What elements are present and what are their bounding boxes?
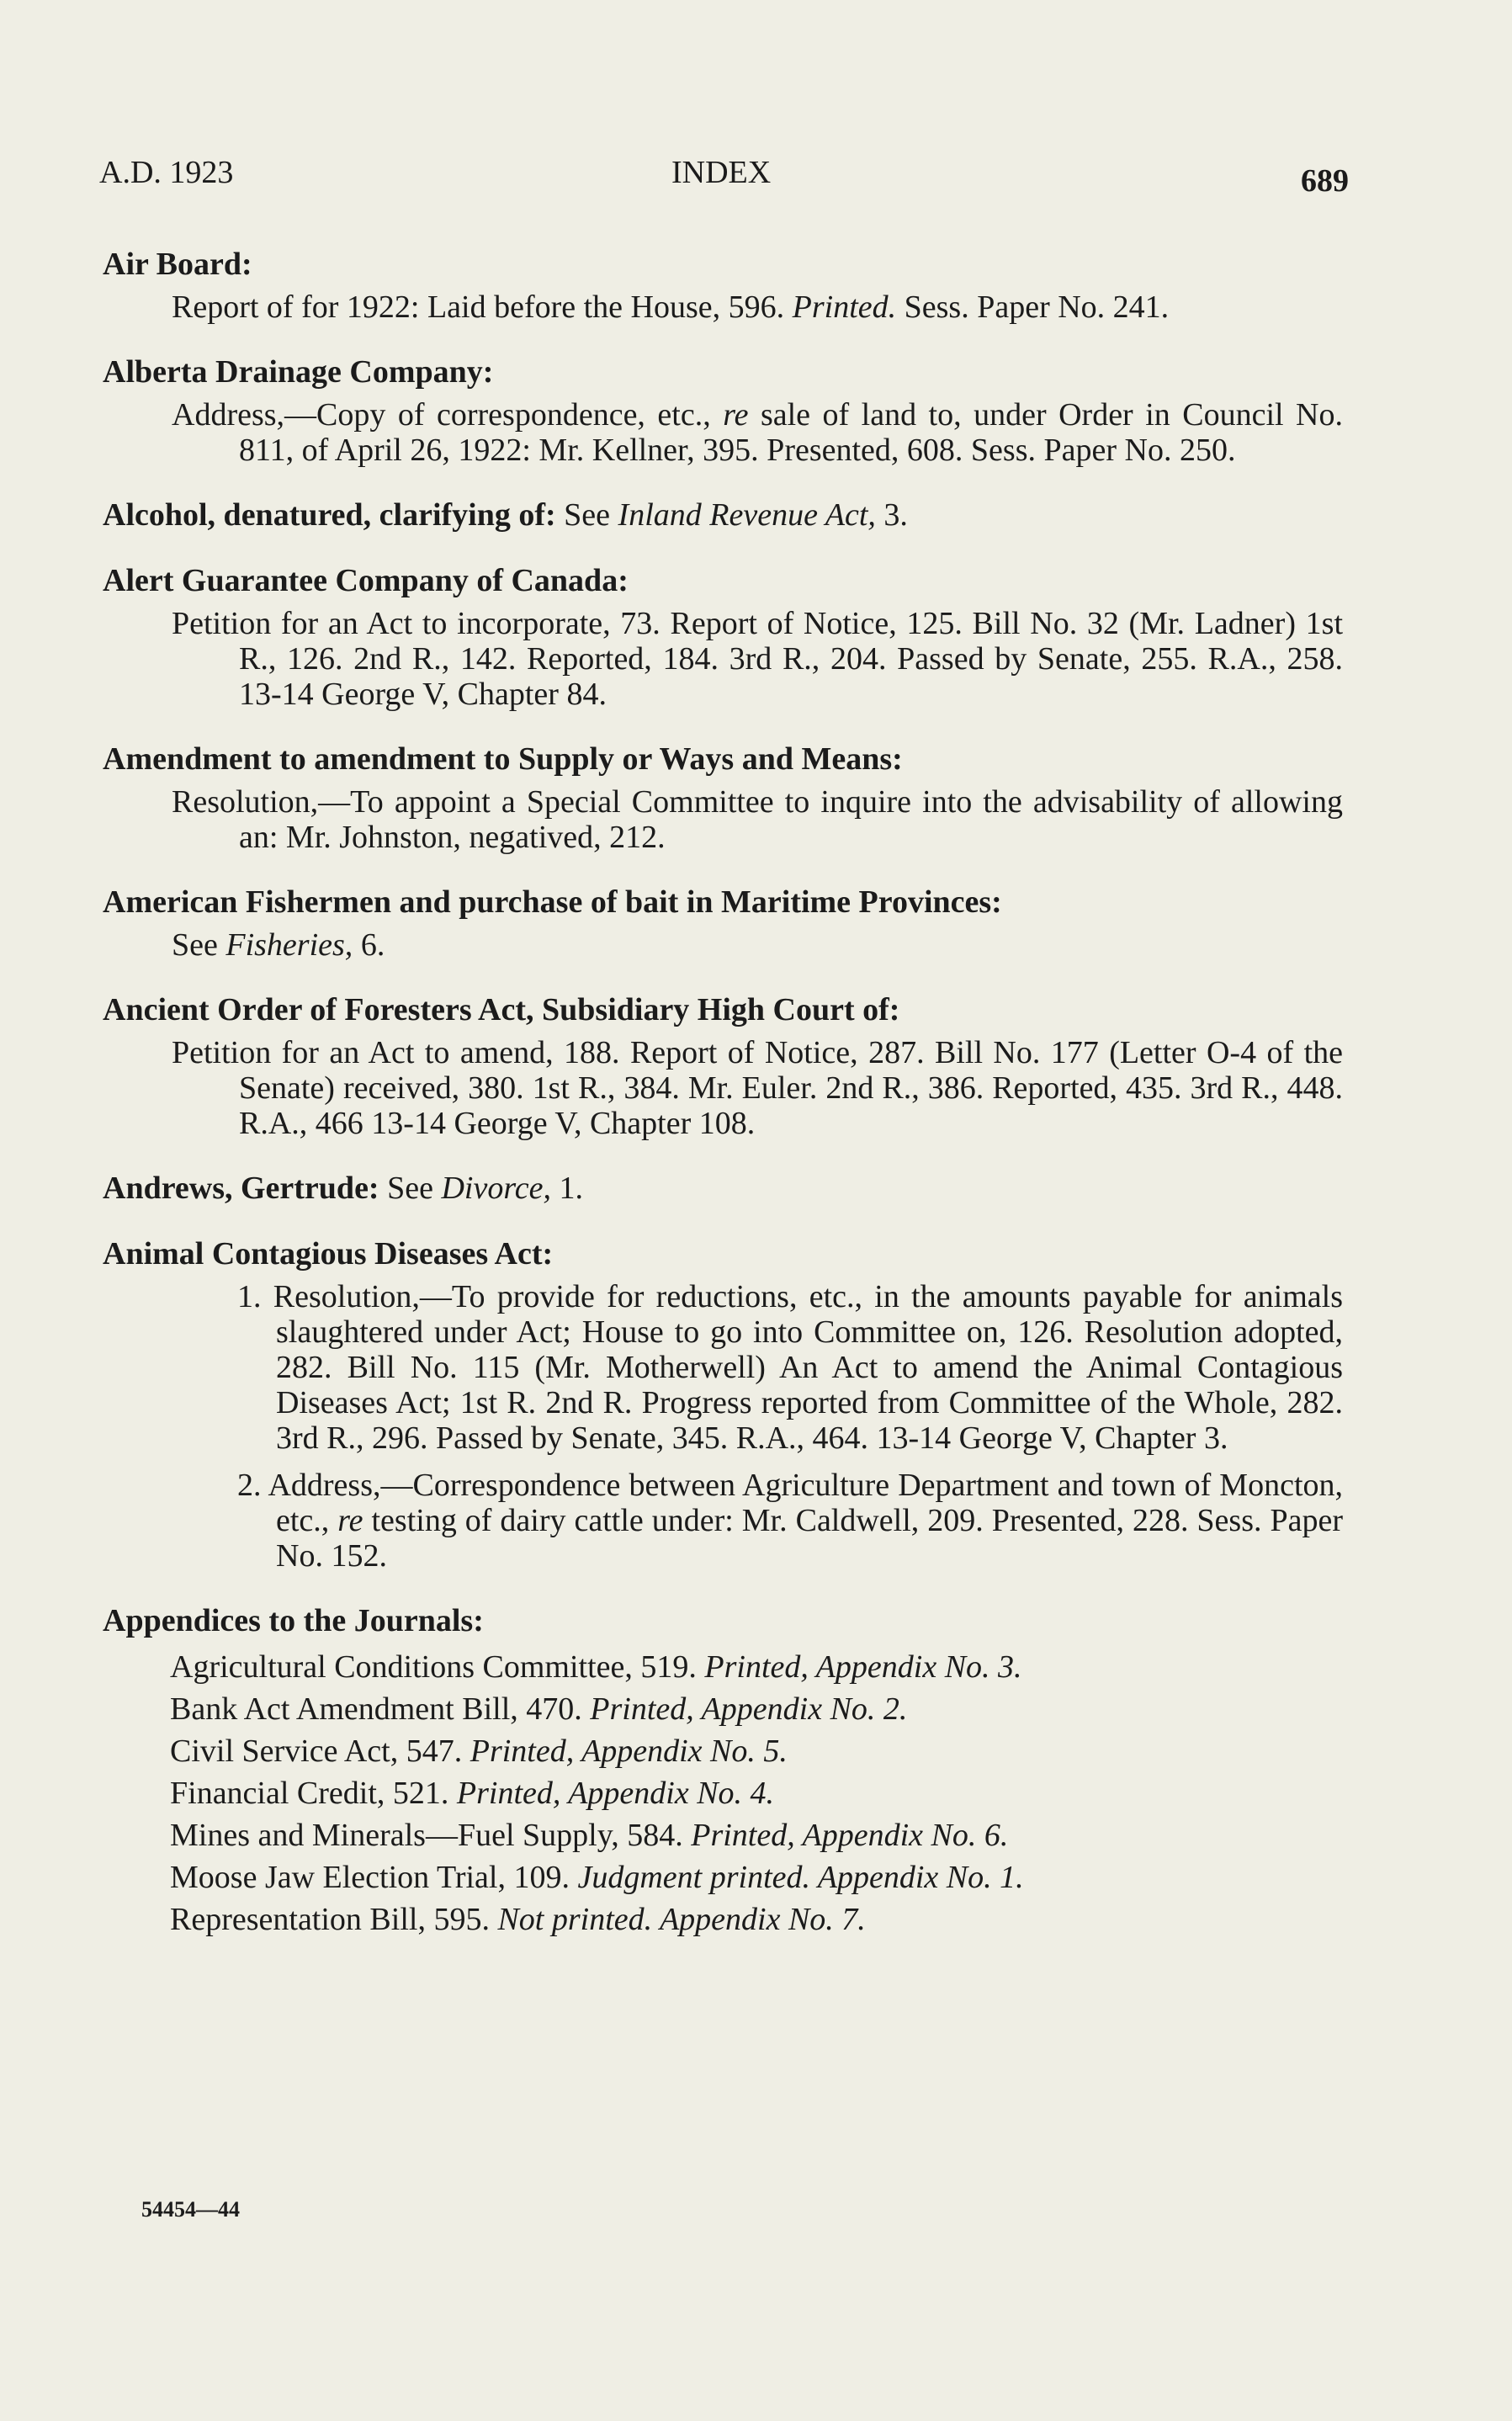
entry-title: Appendices to the Journals: (103, 1603, 484, 1638)
entry-title: Air Board: (103, 247, 252, 282)
appendix-title: Bank Act Amendment Bill, 470. (170, 1691, 591, 1727)
entry-title: Amendment to amendment to Supply or Ways and Means: (103, 741, 903, 777)
entry-heading (103, 1170, 1343, 1207)
entry-title: Ancient Order of Foresters Act, Subsidiary High Court of: (103, 992, 900, 1027)
entry-italic: Printed. (792, 289, 897, 325)
entry-heading (103, 1235, 1343, 1272)
index-entry (103, 496, 1343, 534)
entry-body (170, 289, 1343, 325)
entry-heading (103, 496, 1343, 534)
entry-text: Report of for 1922: Laid before the House, 596. (172, 289, 793, 325)
entry-text: Petition for an Act to amend, 188. Report of Notice, 287. Bill No. 177 (Letter O-4 of the Senate) received, 380. 1st R., 384. Mr. Euler. 2nd R., 386. Reported, 435. 3rd R., 448. R.A., 466 13-14 George V, Chapter 108. (172, 1035, 1343, 1141)
entry-title: Alcohol, denatured, clarifying of: (103, 497, 556, 533)
header-year: A.D. 1923 (99, 155, 234, 190)
entry-text: See (172, 927, 226, 963)
entry-body (170, 1279, 1343, 1456)
header-title: INDEX (671, 155, 772, 190)
entry-title: Animal Contagious Diseases Act: (103, 1236, 554, 1272)
index-entry (103, 562, 1343, 712)
appendix-item (170, 1814, 1343, 1856)
appendix-title: Civil Service Act, 547. (170, 1733, 470, 1769)
appendix-status: Printed, Appendix No. 6. (691, 1818, 1009, 1853)
appendix-status: Judgment printed. Appendix No. 1. (577, 1860, 1024, 1895)
entry-text-rest: testing of dairy cattle under: Mr. Caldwell, 209. Presented, 228. Sess. Paper No. 152. (276, 1503, 1343, 1574)
printer-code: 54454—44 (141, 2197, 240, 2222)
entry-italic: re (337, 1503, 363, 1538)
entry-text-rest: sale of land to, under Order in Council No. 811, of April 26, 1922: Mr. Kellner, 395. Presented, 608. Sess. Paper No. 250. (239, 397, 1343, 468)
entry-title: Andrews, Gertrude: (103, 1171, 379, 1206)
entry-body (170, 1035, 1343, 1141)
see-reference: Inland Revenue Act, (618, 497, 876, 533)
appendix-item (170, 1772, 1343, 1814)
entry-body (170, 927, 1343, 963)
entry-text-rest: Sess. Paper No. 241. (896, 289, 1170, 325)
entry-heading (103, 1602, 1343, 1639)
appendix-item (170, 1856, 1343, 1898)
appendix-item (170, 1730, 1343, 1772)
appendix-title: Financial Credit, 521. (170, 1776, 457, 1811)
appendix-status: Printed, Appendix No. 2. (590, 1691, 908, 1727)
entry-text: Petition for an Act to incorporate, 73. Report of Notice, 125. Bill No. 32 (Mr. Ladner) 1st R., 126. 2nd R., 142. Reported, 184. 3rd R., 204. Passed by Senate, 255. R.A., 258. 13-14 George V, Chapter 84. (172, 606, 1343, 712)
appendix-status: Not printed. Appendix No. 7. (497, 1902, 866, 1937)
appendix-title: Moose Jaw Election Trial, 109. (170, 1860, 578, 1895)
appendix-title: Representation Bill, 595. (170, 1902, 498, 1937)
index-entry (103, 741, 1343, 855)
index-entries (103, 246, 1343, 1969)
see-reference: Divorce, (441, 1171, 551, 1206)
appendix-list (170, 1646, 1343, 1941)
entry-body (170, 1468, 1343, 1574)
index-entry (103, 1602, 1343, 1941)
appendix-item (170, 1688, 1343, 1730)
page-number: 689 (1301, 163, 1349, 199)
entry-text: Address,—Copy of correspondence, etc., (172, 397, 724, 433)
entry-italic: re (723, 397, 749, 433)
see-number: 1. (550, 1171, 583, 1206)
see-label: See (555, 497, 618, 533)
entry-heading (103, 991, 1343, 1028)
entry-body (170, 606, 1343, 712)
entry-heading (103, 562, 1343, 599)
entry-title: Alert Guarantee Company of Canada: (103, 563, 629, 598)
see-number: 3. (875, 497, 908, 533)
entry-heading (103, 246, 1343, 283)
index-entry (103, 1170, 1343, 1207)
see-label: See (379, 1171, 442, 1206)
appendix-title: Mines and Minerals—Fuel Supply, 584. (170, 1818, 692, 1853)
entry-body (170, 397, 1343, 468)
entry-heading (103, 884, 1343, 921)
entry-text: 2. Address,—Correspondence between Agriculture Department and town of Moncton, etc., (237, 1468, 1343, 1538)
entry-heading (103, 741, 1343, 778)
entry-heading (103, 353, 1343, 390)
index-entry (103, 246, 1343, 325)
appendix-status: Printed, Appendix No. 4. (456, 1776, 775, 1811)
entry-title: American Fishermen and purchase of bait in Maritime Provinces: (103, 884, 1002, 920)
appendix-status: Printed, Appendix No. 5. (470, 1733, 788, 1769)
entry-text-rest: 6. (353, 927, 385, 963)
appendix-status: Printed, Appendix No. 3. (704, 1649, 1022, 1685)
index-entry (103, 1235, 1343, 1574)
entry-text: Resolution,—To appoint a Special Committee to inquire into the advisability of allowing an: Mr. Johnston, negatived, 212. (172, 784, 1343, 855)
entry-italic: Fisheries, (225, 927, 353, 963)
running-head (99, 154, 1349, 204)
entry-title: Alberta Drainage Company: (103, 354, 494, 390)
index-entry (103, 353, 1343, 468)
entry-text: 1. Resolution,—To provide for reductions, etc., in the amounts payable for animals slaughtered under Act; House to go into Committee on, 126. Resolution adopted, 282. Bill No. 115 (Mr. Motherwell) An Act to amend the Animal Contagious Diseases Act; 1st R. 2nd R. Progress reported from Committee of the Whole, 282. 3rd R., 296. Passed by Senate, 345. R.A., 464. 13-14 George V, Chapter 3. (237, 1279, 1343, 1456)
entry-body (170, 784, 1343, 855)
index-entry (103, 991, 1343, 1141)
appendix-title: Agricultural Conditions Committee, 519. (170, 1649, 705, 1685)
appendix-item (170, 1898, 1343, 1941)
index-entry (103, 884, 1343, 963)
appendix-item (170, 1646, 1343, 1688)
